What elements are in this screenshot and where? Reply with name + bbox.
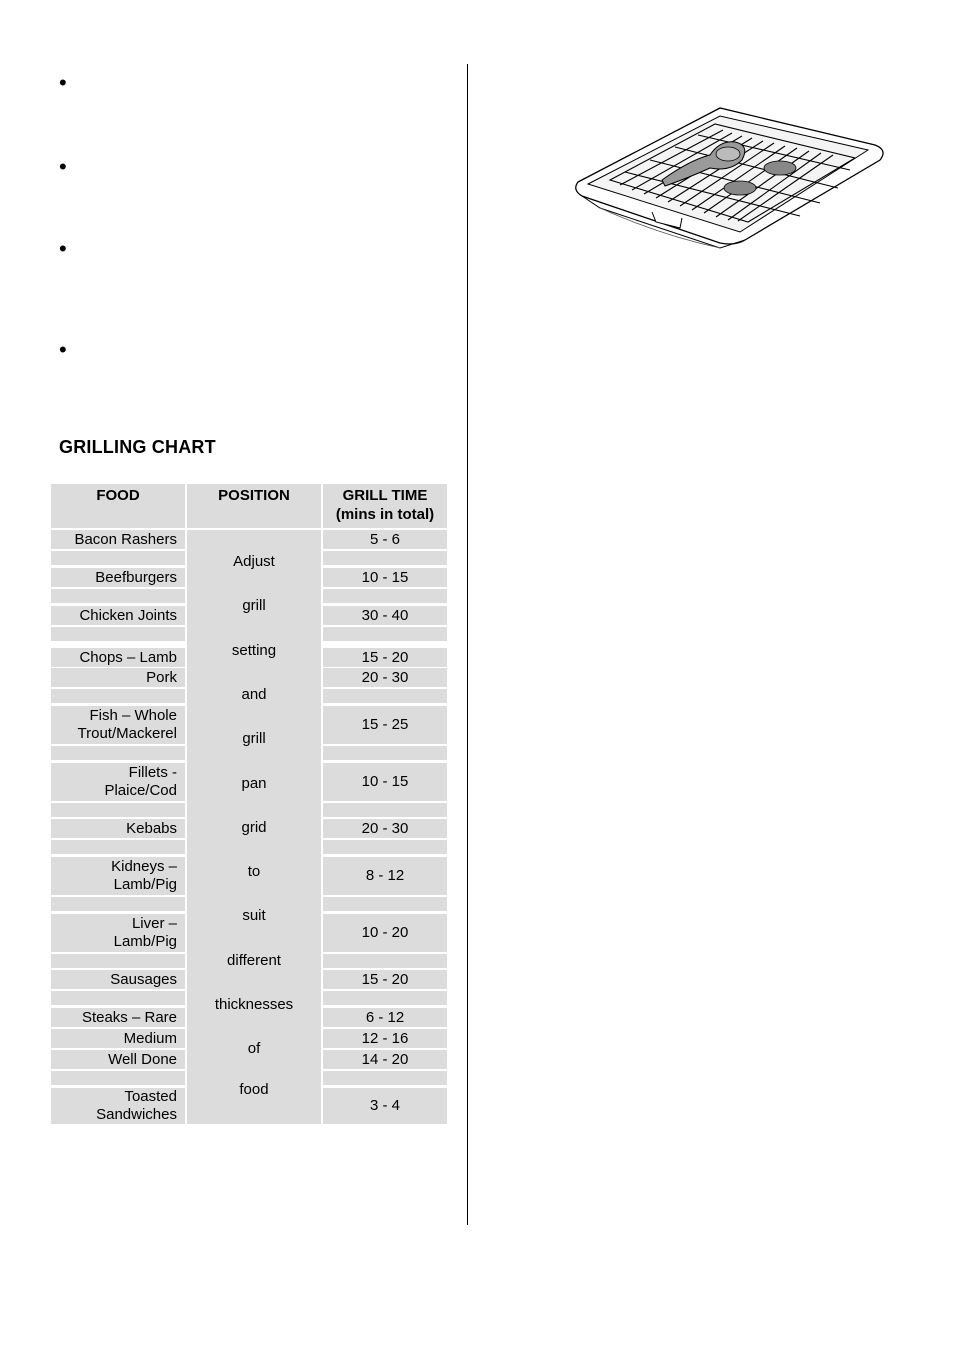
position-word: pan xyxy=(241,775,267,792)
food-name: Liver – xyxy=(131,915,177,932)
table-row-time: 15 - 20 xyxy=(323,970,447,989)
table-row-time: 15 - 20 xyxy=(323,648,447,667)
blank-row-time xyxy=(323,991,447,1005)
blank-row-time xyxy=(323,551,447,565)
food-name: Toasted xyxy=(124,1088,177,1105)
food-name: Medium xyxy=(123,1029,177,1047)
blank-row-time xyxy=(323,746,447,760)
blank-row-food xyxy=(51,840,185,854)
grilling-chart-title: GRILLING CHART xyxy=(59,437,216,457)
table-row-food xyxy=(51,568,185,587)
blank-row-time xyxy=(323,627,447,641)
bullet-2: • xyxy=(59,154,67,179)
position-word: of xyxy=(247,1040,261,1057)
header-grill-time-line1: GRILL TIME xyxy=(342,487,428,504)
blank-row-food xyxy=(51,746,185,760)
food-name: Chops – Lamb xyxy=(79,648,177,666)
blank-row-time xyxy=(323,840,447,854)
position-word: grid xyxy=(241,819,267,836)
table-row-time: 5 - 6 xyxy=(323,530,447,549)
column-divider xyxy=(467,64,468,1225)
food-name: Fillets - xyxy=(128,764,177,781)
table-row-time: 12 - 16 xyxy=(323,1029,447,1048)
food-name: Fish – Whole xyxy=(89,707,177,724)
table-row-time: 15 - 25 xyxy=(323,706,447,744)
food-name: Bacon Rashers xyxy=(74,530,177,548)
food-name: Steaks – Rare xyxy=(81,1008,177,1026)
blank-row-food xyxy=(51,627,185,641)
bullet-1: • xyxy=(59,70,67,95)
table-row-time: 20 - 30 xyxy=(323,668,447,687)
food-name: Beefburgers xyxy=(95,568,177,586)
position-word: Adjust xyxy=(233,553,275,570)
position-merged-cell xyxy=(187,530,321,1124)
position-word: grill xyxy=(242,597,266,614)
blank-row-food xyxy=(51,589,185,603)
header-grill-time xyxy=(323,484,447,528)
table-row-food xyxy=(51,706,185,744)
bullet-4: • xyxy=(59,337,67,362)
food-name: Lamb/Pig xyxy=(113,933,177,950)
blank-row-food xyxy=(51,1071,185,1085)
food-name: Pork xyxy=(146,668,177,686)
position-word: setting xyxy=(231,642,277,659)
blank-row-food xyxy=(51,551,185,565)
table-row-time: 20 - 30 xyxy=(323,819,447,838)
table-row-food xyxy=(51,668,185,687)
position-word: thicknesses xyxy=(214,996,294,1013)
table-row-time: 10 - 15 xyxy=(323,763,447,801)
blank-row-food xyxy=(51,991,185,1005)
table-row-time: 10 - 20 xyxy=(323,914,447,952)
table-row-food xyxy=(51,819,185,838)
position-word: grill xyxy=(242,730,266,747)
table-row-food xyxy=(51,970,185,989)
blank-row-food xyxy=(51,803,185,817)
table-row-time: 8 - 12 xyxy=(323,857,447,895)
food-name: Kebabs xyxy=(126,819,177,837)
table-row-food xyxy=(51,648,185,667)
blank-row-food xyxy=(51,689,185,703)
position-word: food xyxy=(239,1081,269,1098)
blank-row-time xyxy=(323,803,447,817)
blank-row-time xyxy=(323,1071,447,1085)
blank-row-food xyxy=(51,897,185,911)
position-word: different xyxy=(227,952,281,969)
table-row-time: 14 - 20 xyxy=(323,1050,447,1069)
table-row-time: 30 - 40 xyxy=(323,606,447,625)
header-grill-time-line2: (mins in total) xyxy=(335,506,435,523)
table-row-time: 6 - 12 xyxy=(323,1008,447,1027)
table-row-food xyxy=(51,857,185,895)
header-food: FOOD xyxy=(51,484,185,528)
food-name: Kidneys – xyxy=(111,858,177,875)
food-name: Lamb/Pig xyxy=(113,876,177,893)
food-name: Trout/Mackerel xyxy=(77,725,177,742)
table-row-food xyxy=(51,1008,185,1027)
bullet-3: • xyxy=(59,236,67,261)
position-word: suit xyxy=(242,907,266,924)
food-name: Sandwiches xyxy=(96,1106,177,1123)
table-row-food xyxy=(51,1050,185,1069)
table-row-food xyxy=(51,530,185,549)
table-row-food xyxy=(51,606,185,625)
table-row-food xyxy=(51,763,185,801)
food-name: Plaice/Cod xyxy=(104,782,177,799)
blank-row-time xyxy=(323,897,447,911)
food-name: Well Done xyxy=(108,1050,177,1068)
blank-row-food xyxy=(51,954,185,968)
food-name: Sausages xyxy=(110,970,177,988)
position-word: to xyxy=(247,863,261,880)
table-row-food xyxy=(51,1088,185,1124)
table-row-time: 3 - 4 xyxy=(323,1088,447,1124)
blank-row-time xyxy=(323,689,447,703)
blank-row-time xyxy=(323,589,447,603)
table-row-food xyxy=(51,1029,185,1048)
food-name: Chicken Joints xyxy=(79,606,177,624)
header-position: POSITION xyxy=(187,484,321,528)
grill-pan-with-grid-icon xyxy=(570,100,890,250)
position-word: and xyxy=(241,686,267,703)
blank-row-time xyxy=(323,954,447,968)
table-row-time: 10 - 15 xyxy=(323,568,447,587)
table-row-food xyxy=(51,914,185,952)
